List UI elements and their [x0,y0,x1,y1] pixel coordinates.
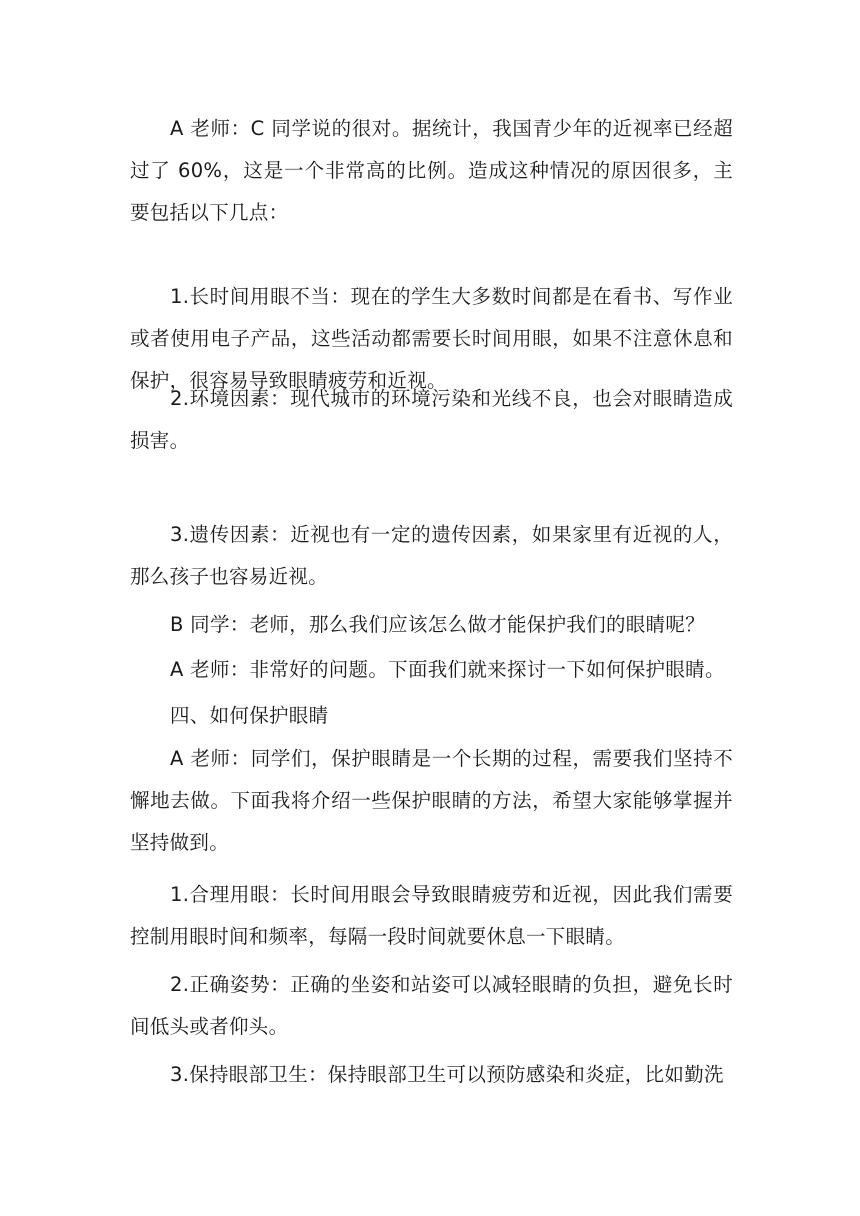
paragraph-method-posture: 2.正确姿势：正确的坐姿和站姿可以减轻眼睛的负担，避免长时间低头或者仰头。 [130,973,733,1038]
paragraph-cause-environment: 2.环境因素：现代城市的环境污染和光线不良，也会对眼睛造成损害。 [130,387,733,452]
paragraph-myopia-rate: A 老师：C 同学说的很对。据统计，我国青少年的近视率已经超过了 60%，这是一个非常高的比例。造成这种情况的原因很多，主要包括以下几点： [130,117,733,224]
paragraph-student-b-question: B 同学：老师，那么我们应该怎么做才能保护我们的眼睛呢？ [170,613,705,636]
paragraph-teacher-a-answer: A 老师：非常好的问题。下面我们就来探讨一下如何保护眼睛。 [170,658,725,681]
paragraph-cause-eye-use: 1.长时间用眼不当：现在的学生大多数时间都是在看书、写作业或者使用电子产品，这些活动都需要长时间用眼，如果不注意休息和保护，很容易导致眼睛疲劳和近视。 [130,285,733,392]
paragraph-method-reasonable-use: 1.合理用眼：长时间用眼会导致眼睛疲劳和近视，因此我们需要控制用眼时间和频率，每隔一段时间就要休息一下眼睛。 [130,883,733,948]
paragraph-teacher-a-intro: A 老师：同学们，保护眼睛是一个长期的过程，需要我们坚持不懈地去做。下面我将介绍一些保护眼睛的方法，希望大家能够掌握并坚持做到。 [130,747,733,854]
section-heading-protect-eyes: 四、如何保护眼睛 [170,704,329,727]
paragraph-cause-heredity: 3.遗传因素：近视也有一定的遗传因素，如果家里有近视的人，那么孩子也容易近视。 [130,523,733,588]
paragraph-method-hygiene: 3.保持眼部卫生：保持眼部卫生可以预防感染和炎症，比如勤洗 [170,1063,724,1086]
